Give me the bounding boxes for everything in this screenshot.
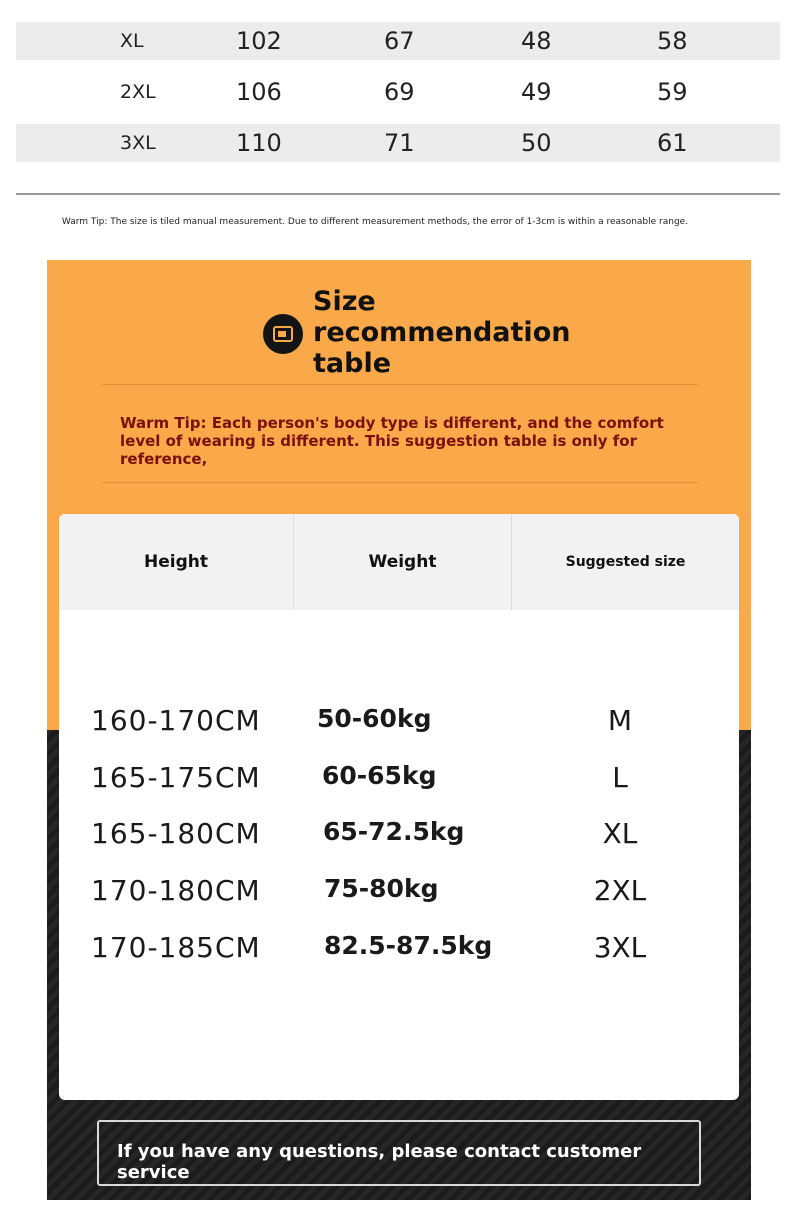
value-cell: 48 <box>521 27 552 55</box>
table-row <box>59 874 739 914</box>
contact-customer-service-banner[interactable] <box>97 1120 701 1186</box>
value-cell: 69 <box>384 78 415 106</box>
divider <box>16 193 780 195</box>
value-cell: 106 <box>236 78 282 106</box>
size-recommendation-panel <box>47 260 751 1200</box>
value-cell: 58 <box>657 27 688 55</box>
weight-cell: 50-60kg <box>317 704 432 733</box>
value-cell: 59 <box>657 78 688 106</box>
table-row <box>59 931 739 971</box>
height-cell: 170-180CM <box>91 874 261 907</box>
height-cell: 170-185CM <box>91 931 261 964</box>
value-cell: 71 <box>384 129 415 157</box>
table-row <box>16 22 780 60</box>
size-cell: XL <box>120 30 144 52</box>
ruler-icon <box>273 326 293 342</box>
value-cell: 49 <box>521 78 552 106</box>
size-cell: 2XL <box>593 874 647 907</box>
panel-title: Size recommendation table <box>313 286 571 379</box>
header-separator <box>511 514 512 610</box>
table-row <box>16 124 780 162</box>
height-cell: 165-180CM <box>91 817 261 850</box>
contact-text: If you have any questions, please contact customer service <box>117 1141 642 1183</box>
measurement-warm-tip-text: Warm Tip: The size is tiled manual measurement. Due to different measurement methods, the error of 1-3cm is within a reasonable range. <box>61 217 689 227</box>
header-height: Height <box>144 552 208 572</box>
header-suggested-size: Suggested size <box>565 554 686 570</box>
size-cell: 2XL <box>120 81 156 103</box>
recommendation-warm-tip: Warm Tip: Each person's body type is different, and the comfort level of wearing is different. This suggestion table is only for reference, <box>120 414 664 468</box>
header-separator <box>293 514 294 610</box>
table-row <box>59 761 739 801</box>
measurement-warm-tip <box>0 217 800 227</box>
height-cell: 165-175CM <box>91 761 261 794</box>
size-badge-icon <box>263 314 303 354</box>
value-cell: 67 <box>384 27 415 55</box>
height-cell: 160-170CM <box>91 704 261 737</box>
table-row <box>59 817 739 857</box>
value-cell: 50 <box>521 129 552 157</box>
value-cell: 102 <box>236 27 282 55</box>
value-cell: 110 <box>236 129 282 157</box>
table-header <box>59 514 739 610</box>
value-cell: 61 <box>657 129 688 157</box>
size-cell: L <box>612 761 628 794</box>
header-weight: Weight <box>368 552 437 572</box>
size-cell: M <box>607 704 633 737</box>
weight-cell: 60-65kg <box>322 761 437 790</box>
weight-cell: 75-80kg <box>324 874 439 903</box>
recommendation-card <box>59 514 739 1100</box>
table-row <box>16 73 780 111</box>
size-cell: XL <box>602 817 638 850</box>
size-cell: 3XL <box>120 132 156 154</box>
table-row <box>59 704 739 744</box>
weight-cell: 65-72.5kg <box>323 817 465 846</box>
divider <box>102 384 698 385</box>
size-cell: 3XL <box>593 931 647 964</box>
divider <box>102 482 698 483</box>
weight-cell: 82.5-87.5kg <box>324 931 493 960</box>
